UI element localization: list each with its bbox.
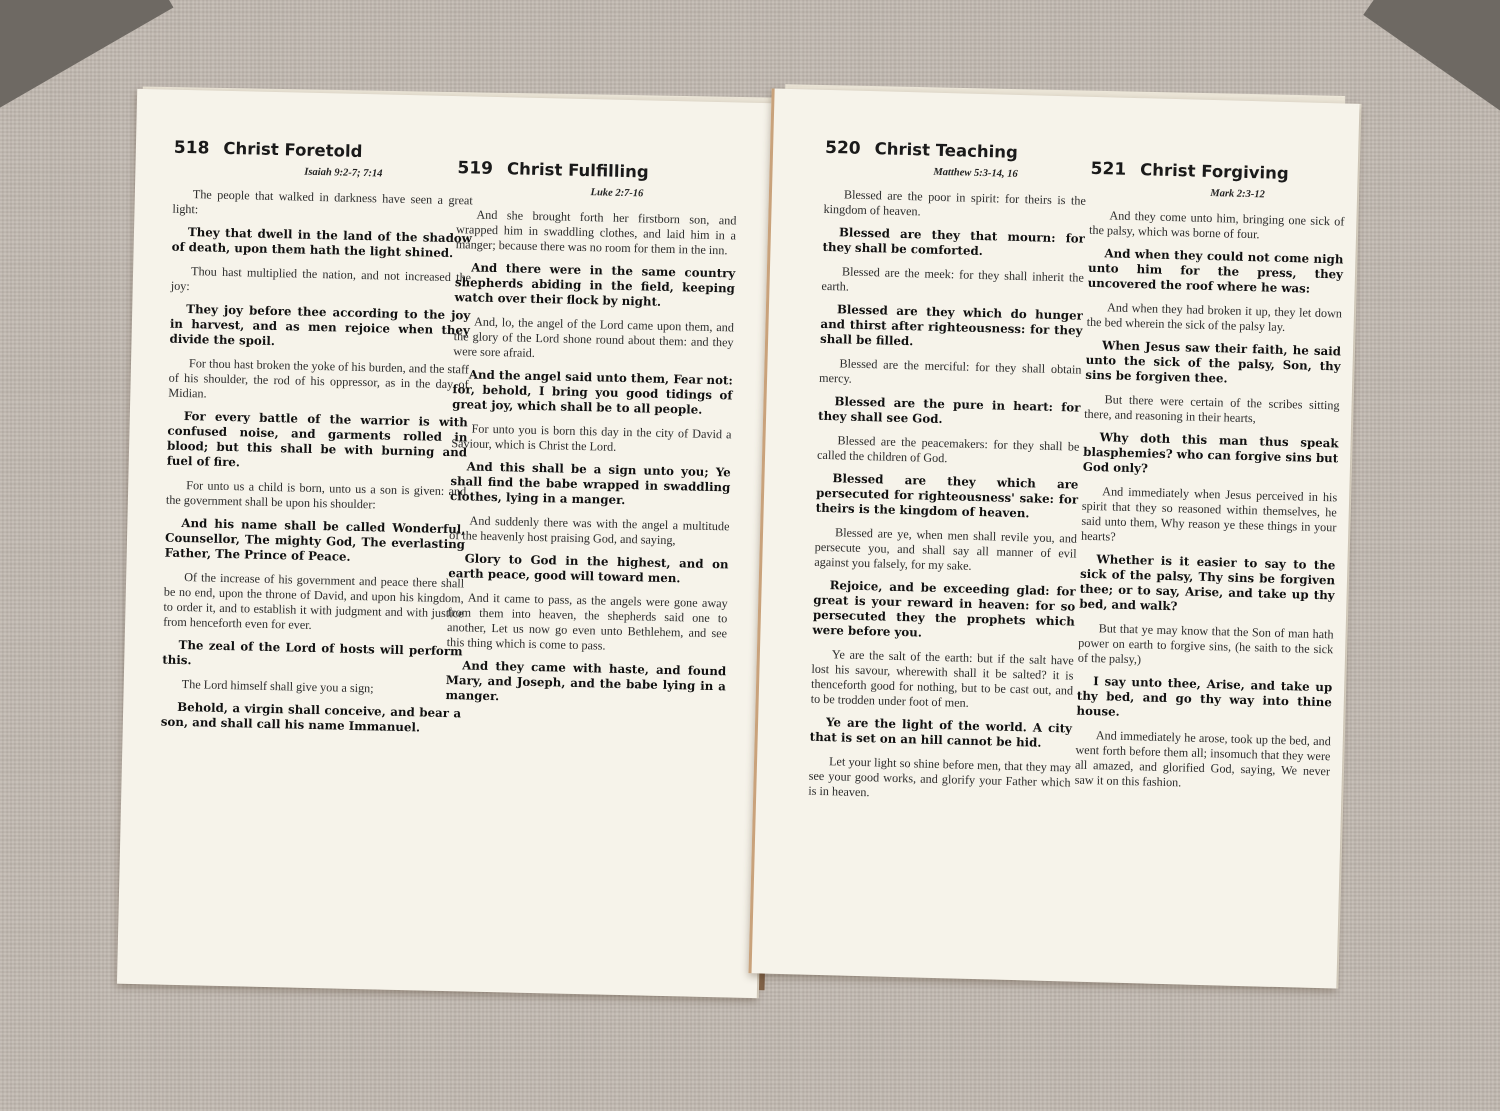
verse-response: Blessed are they which do hunger and thirst after righteousness: for they shall be filled.	[819, 302, 1084, 349]
hymn-title: Christ Foretold	[223, 138, 363, 161]
verse-leader: And immediately he arose, took up the bed, and went forth before them all; insomuch that they were all amazed, and glorified God, saying, We never saw it on this fashion.	[1074, 728, 1331, 790]
verse-response: Whether is it easier to say to the sick of the palsy, Thy sins be forgiven thee; or to say, Arise, and take up thy bed, and walk?	[1079, 552, 1336, 614]
verse-leader: The Lord himself shall give you a sign;	[181, 677, 374, 696]
verse-leader: For unto you is born this day in the city of David a Saviour, which is Christ the Lord.	[451, 421, 732, 454]
hymn-title: Christ Teaching	[874, 139, 1019, 162]
verse-list	[1074, 208, 1344, 794]
verse-response: And his name shall be called Wonderful, Counsellor, The mighty God, The everlasting Father, The Prince of Peace.	[164, 515, 466, 564]
verse-response: Glory to God in the highest, and on earth peace, good will toward men.	[448, 551, 729, 586]
verse-leader: Ye are the salt of the earth: but if the salt have lost his savour, wherewith shall it be salted? it is thenceforth good for nothing, but to be cast out, and to be trodden under foot of men.	[810, 647, 1074, 710]
verse-leader: But there were certain of the scribes sitting there, and reasoning in their hearts,	[1084, 392, 1340, 426]
left-page	[117, 89, 777, 998]
verse-response: Why doth this man thus speak blasphemies? who can forgive sins but God only?	[1082, 430, 1339, 476]
verse-response: For every battle of the warrior is with confused noise, and garments rolled in blood; but this shall be with burning and fuel of fire.	[166, 408, 468, 470]
verse-leader: The people that walked in darkness have seen a great light:	[172, 187, 473, 217]
verse-response: Behold, a virgin shall conceive, and bear a son, and shall call his name Immanuel.	[160, 699, 462, 735]
verse-leader: Blessed are the meek: for they shall inherit the earth.	[821, 264, 1085, 294]
scripture-reference: Matthew 5:3-14, 16	[933, 166, 1018, 180]
verse-leader: Let your light so shine before men, that they may see your good works, and glorify your Father which is in heaven.	[808, 754, 1072, 800]
verse-leader: Blessed are ye, when men shall revile you, and persecute you, and shall say all manner of evil against you falsely, for my sake.	[814, 525, 1078, 573]
verse-leader: And suddenly there was with the angel a multitude of the heavenly host praising God, and saying,	[449, 513, 730, 548]
verse-response: And they came with haste, and found Mary, and Joseph, and the babe lying in a manger.	[445, 658, 727, 704]
hymn-number: 520	[824, 137, 861, 159]
hymn-520	[808, 138, 1087, 814]
verse-response: When Jesus saw their faith, he said unto the sick of the palsy, Son, thy sins be forgiven thee.	[1085, 338, 1342, 386]
verse-leader: And it came to pass, as the angels were gone away from them into heaven, the shepherds said one to another, Let us now go even unto Bethlehem, and see this thing which is come to pass.	[446, 590, 728, 653]
hymn-number: 519	[457, 158, 494, 179]
hymn-title: Christ Fulfilling	[506, 159, 649, 182]
scripture-reference: Luke 2:7-16	[590, 187, 644, 200]
scripture-reference: Isaiah 9:2-7; 7:14	[304, 166, 383, 180]
verse-response: And this shall be a sign unto you; Ye shall find the babe wrapped in swaddling clothes, lying in a manger.	[449, 459, 731, 508]
verse-leader: And immediately when Jesus perceived in his spirit that they so reasoned within themselves, he said unto them, Why reason ye these things in your hearts?	[1080, 484, 1338, 544]
verse-list	[161, 187, 473, 737]
verse-response: They that dwell in the land of the shadow of death, upon them hath the light shined.	[171, 225, 473, 261]
verse-response: Blessed are they that mourn: for they shall be comforted.	[822, 225, 1086, 259]
verse-leader: Blessed are the merciful: for they shall obtain mercy.	[818, 356, 1082, 386]
verse-response: I say unto thee, Arise, and take up thy bed, and go thy way into thine house.	[1076, 674, 1333, 719]
verse-response: They joy before thee according to the joy in harvest, and as men rejoice when they divide the spoil.	[169, 302, 471, 349]
scripture-reference: Mark 2:3-12	[1210, 187, 1265, 201]
verse-leader: Thou hast multiplied the nation, and not increased the joy:	[170, 264, 472, 294]
hymn-521	[1074, 159, 1346, 802]
verse-leader: And she brought forth her firstborn son, and wrapped him in swaddling clothes, and laid him in a manger; because there was no room for them in the inn.	[455, 207, 737, 258]
verse-leader: And, lo, the angel of the Lord came upon them, and the glory of the Lord shone round about them: and they were sore afraid.	[453, 314, 735, 360]
verse-leader: Blessed are the poor in spirit: for theirs is the kingdom of heaven.	[823, 187, 1087, 219]
hymn-518	[161, 138, 475, 746]
background-corner	[1363, 0, 1500, 118]
verse-leader: Of the increase of his government and peace there shall be no end, upon the throne of David, and upon his kingdom, to order it, and to establish it with judgment and with justice from henceforth even for ever.	[162, 570, 465, 632]
verse-response: And when they could not come nigh unto him for the press, they uncovered the roof where he was:	[1087, 246, 1344, 296]
verse-response: Rejoice, and be exceeding glad: for great is your reward in heaven: for so persecuted they the prophets which were before you.	[812, 578, 1076, 640]
verse-leader: And they come unto him, bringing one sick of the palsy, which was borne of four.	[1088, 208, 1345, 242]
verse-list	[445, 207, 736, 709]
right-page	[749, 88, 1360, 988]
hymn-number: 521	[1090, 158, 1127, 180]
verse-response: Ye are the light of the world. A city that is set on an hill cannot be hid.	[809, 715, 1073, 750]
verse-response: Blessed are the pure in heart: for they shall see God.	[817, 394, 1081, 427]
verse-leader: But that ye may know that the Son of man hath power on earth to forgive sins, (he saith to the sick of the palsy,)	[1077, 621, 1334, 667]
verse-leader: For unto us a child is born, unto us a son is given: and the government shall be upon his shoulder:	[165, 478, 467, 512]
verse-response: Blessed are they which are persecuted for righteousness' sake: for theirs is the kingdom of heaven.	[815, 471, 1079, 521]
verse-list	[808, 187, 1086, 806]
verse-response: And the angel said unto them, Fear not: for, behold, I bring you good tidings of great joy, which shall be to all people.	[452, 367, 733, 417]
verse-leader: Blessed are the peacemakers: for they shall be called the children of God.	[816, 433, 1080, 466]
verse-response: And there were in the same country shepherds abiding in the field, keeping watch over their flock by night.	[454, 260, 736, 309]
hymn-number: 518	[173, 137, 210, 159]
verse-leader: For thou hast broken the yoke of his burden, and the staff of his shoulder, the rod of his oppressor, as in the day of Midian.	[168, 356, 470, 401]
hymn-title: Christ Forgiving	[1139, 160, 1290, 184]
verse-response: The zeal of the Lord of hosts will perform this.	[162, 637, 463, 668]
hymn-519	[445, 158, 737, 718]
verse-leader: And when they had broken it up, they let down the bed wherein the sick of the palsy lay.	[1086, 300, 1343, 334]
